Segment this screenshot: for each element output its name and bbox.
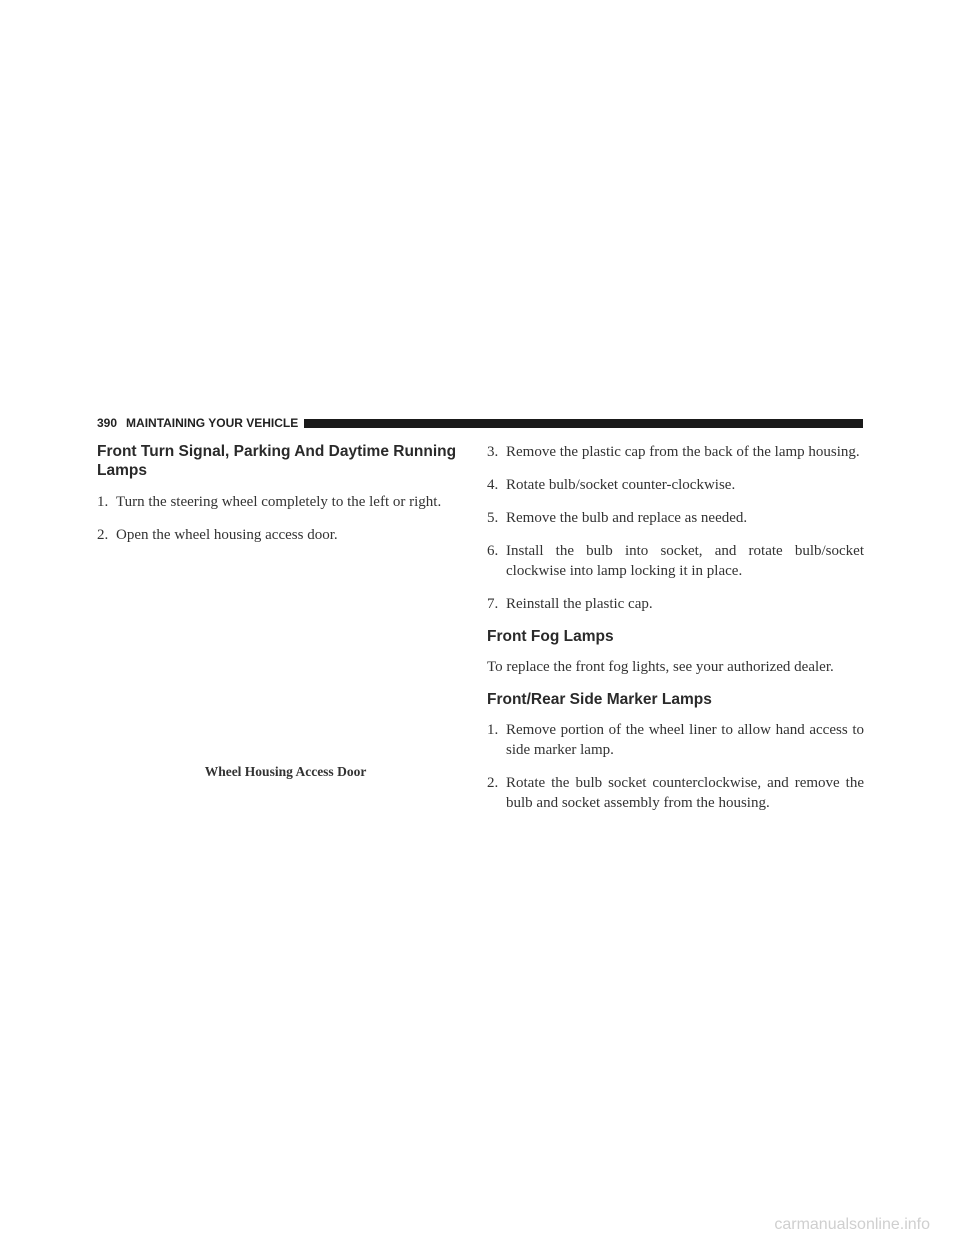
fog-lamps-text: To replace the front fog lights, see your authorized dealer. (487, 659, 834, 675)
figure-caption: Wheel Housing Access Door (204, 764, 367, 779)
list-item: 7. Reinstall the plastic cap. (487, 596, 653, 612)
section-title: MAINTAINING YOUR VEHICLE (126, 416, 299, 430)
left-column (97, 442, 474, 545)
watermark: carmanualsonline.info (774, 1216, 930, 1233)
header-rule (304, 419, 863, 428)
list-item: 6. Install the bulb into socket, and rotate bulb/socket clockwise into lamp locking it in place. (487, 543, 864, 579)
page-number: 390 (97, 416, 118, 430)
list-item: 2. Open the wheel housing access door. (97, 527, 338, 543)
marker-lamps-heading: Front/Rear Side Marker Lamps (487, 691, 712, 708)
list-item: 5. Remove the bulb and replace as needed. (487, 510, 748, 526)
right-column (487, 442, 864, 813)
list-item: 1. Turn the steering wheel completely to the left or right. (97, 494, 442, 510)
fog-lamps-heading: Front Fog Lamps (487, 628, 614, 645)
page-header (97, 414, 863, 432)
list-item: 2. Rotate the bulb socket counterclockwise, and remove the bulb and socket assembly from the housing. (487, 775, 864, 811)
list-item: 1. Remove portion of the wheel liner to allow hand access to side marker lamp. (487, 722, 864, 758)
turn-signal-heading: Front Turn Signal, Parking And Daytime Running Lamps (97, 443, 457, 479)
list-item: 4. Rotate bulb/socket counter-clockwise. (487, 477, 736, 493)
list-item: 3. Remove the plastic cap from the back of the lamp housing. (487, 444, 860, 460)
